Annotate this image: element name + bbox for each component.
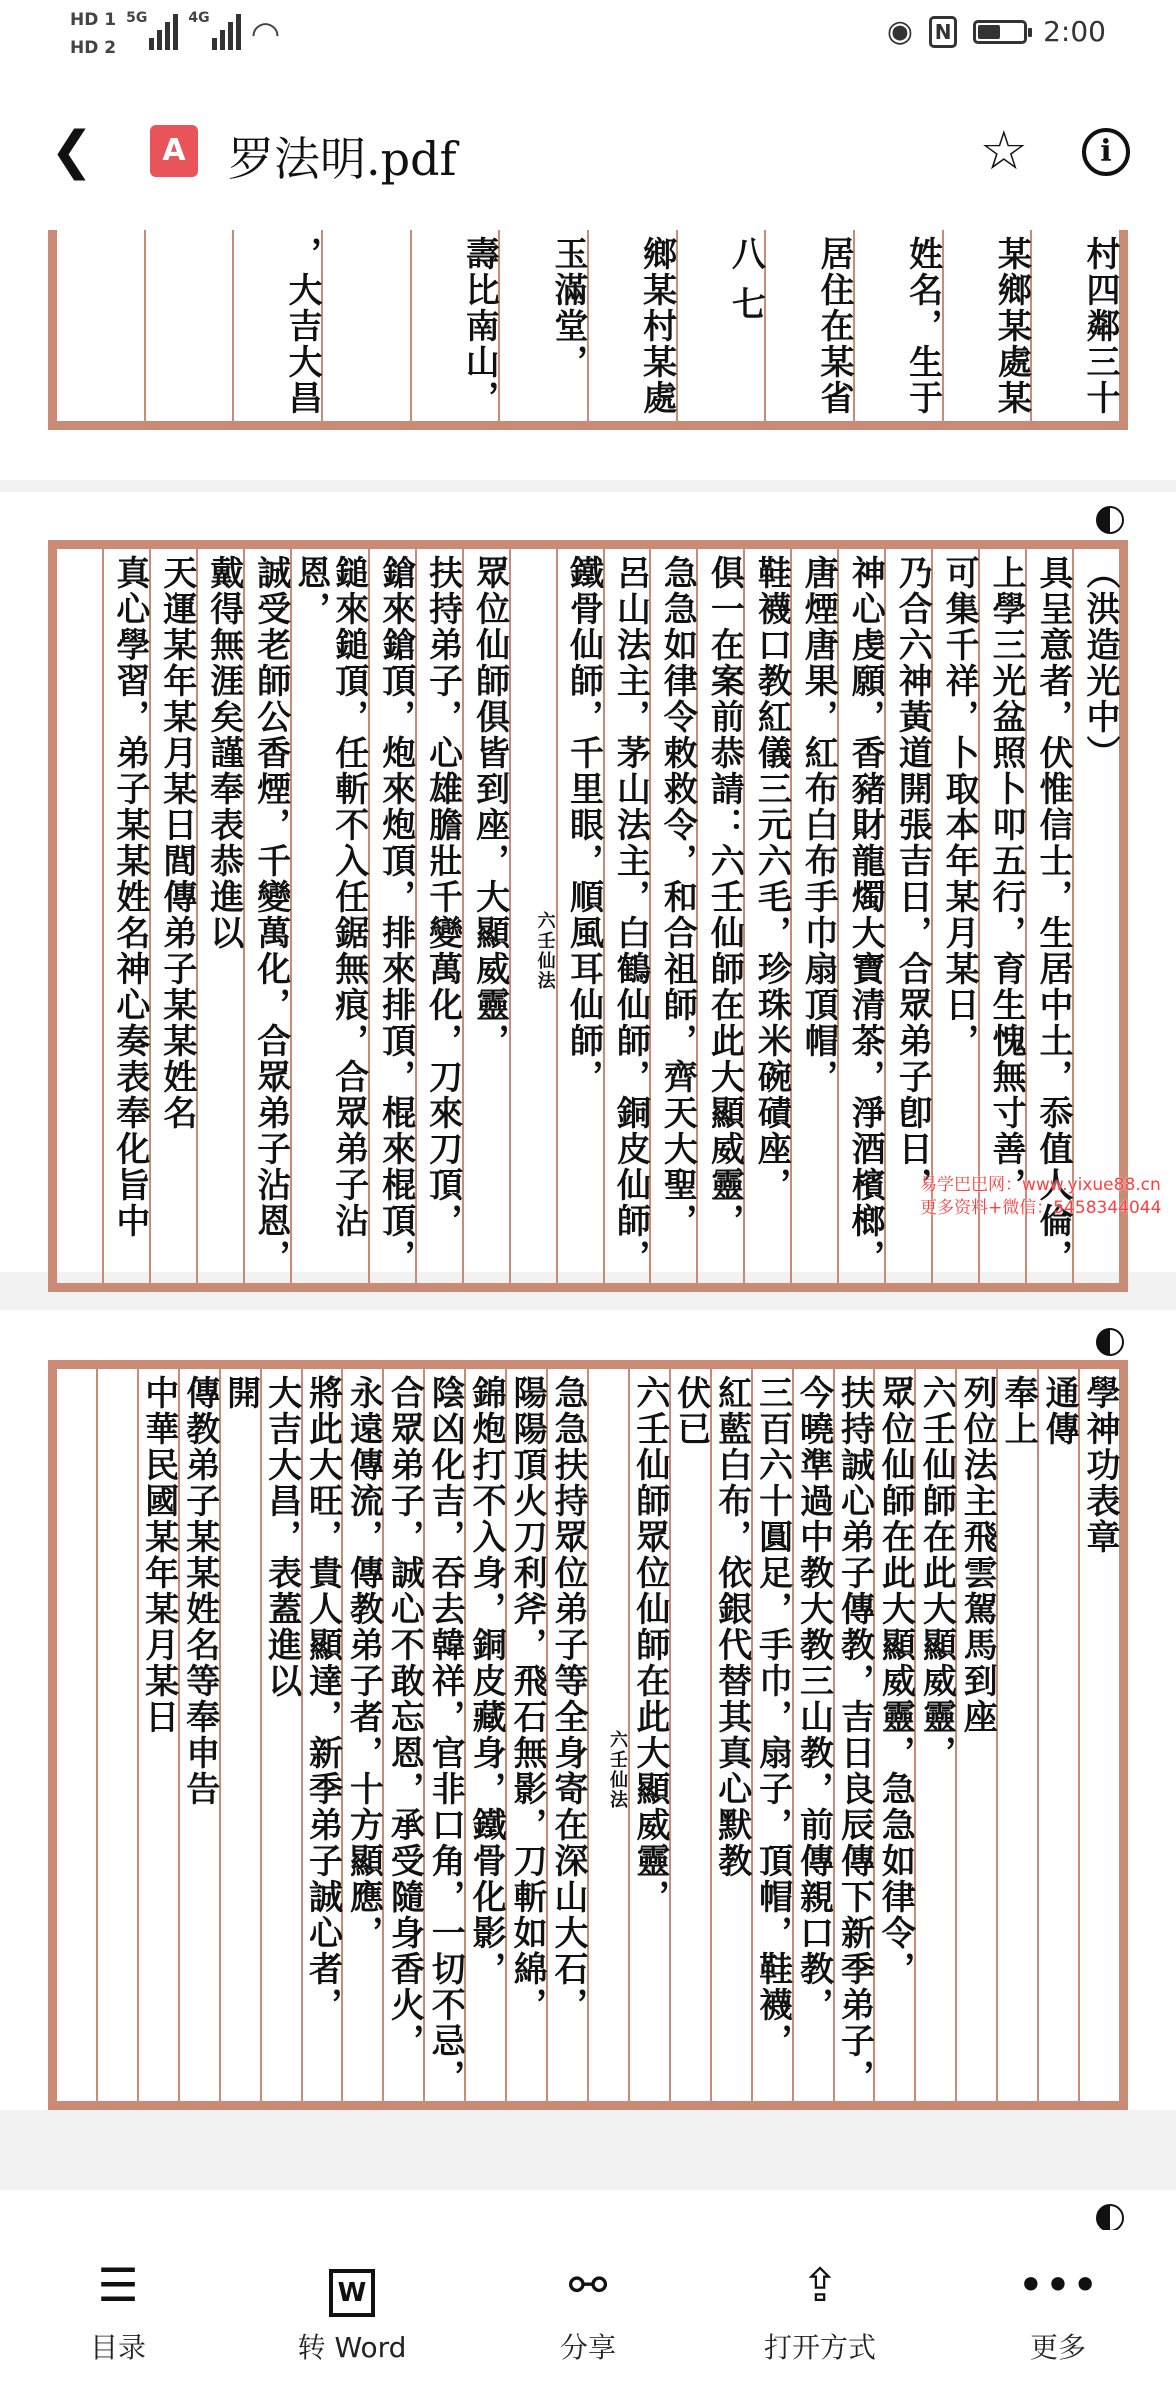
pdf-file-icon: A bbox=[150, 125, 198, 177]
share-label: 分享 bbox=[559, 2331, 616, 2364]
pdf-viewer[interactable] bbox=[0, 230, 1176, 2230]
text-column: 陽陽頂火刀利斧，飛石無影，刀斬如綿， bbox=[505, 1369, 546, 2101]
text-column: 真心學習，弟子某某姓名神心奏表奉化旨中 bbox=[102, 549, 149, 1283]
toc-label: 目录 bbox=[89, 2331, 146, 2364]
status-bar bbox=[0, 0, 1176, 75]
bottom-toolbar bbox=[0, 2230, 1176, 2400]
text-column: 神心虔願，香豬財龍燭大寶清茶，淨酒檳榔， bbox=[837, 549, 884, 1283]
info-icon[interactable]: i bbox=[1082, 128, 1130, 176]
taiji-icon bbox=[1096, 1328, 1124, 1356]
text-column: 誠受老師公香煙，千變萬化，合眾弟子沾恩， bbox=[243, 549, 290, 1283]
text-column: 通傳 bbox=[1037, 1369, 1078, 2101]
open-with-icon: ⇪ bbox=[800, 2258, 840, 2312]
watermark-line-1: 易学巴巴网：www.yixue88.cn bbox=[920, 1175, 1161, 1195]
pdf-page-top bbox=[0, 230, 1176, 480]
text-column: 將此大旺，貴人顯達，新季弟子誠心者， bbox=[301, 1369, 342, 2101]
text-column: 乃合六神黃道開張吉日，合眾弟子卽日， bbox=[884, 549, 931, 1283]
text-column: 眾位仙師在此大顯威靈，急急如律令， bbox=[873, 1369, 914, 2101]
text-column: 鐵骨仙師，千里眼，順風耳仙師， bbox=[556, 549, 603, 1283]
clock: 2:00 bbox=[1043, 15, 1106, 48]
share-icon: ⚯ bbox=[568, 2258, 608, 2312]
text-column: 居住在某省 bbox=[764, 230, 853, 421]
page-frame bbox=[48, 1360, 1128, 2110]
status-right bbox=[887, 14, 1106, 49]
text-column bbox=[57, 230, 144, 421]
text-column bbox=[57, 549, 102, 1283]
text-column: 伏已 bbox=[669, 1369, 710, 2101]
text-column: 開 bbox=[219, 1369, 260, 2101]
battery-level bbox=[978, 25, 1000, 39]
hd2-label: HD 2 bbox=[70, 38, 117, 58]
text-column: 今曉準過中教大教三山教，前傳親口教， bbox=[792, 1369, 833, 2101]
back-icon[interactable]: ❮ bbox=[50, 121, 94, 181]
text-column: 戴得無涯矣謹奉表恭進以 bbox=[196, 549, 243, 1283]
text-column: 六壬仙法 bbox=[587, 1369, 628, 2101]
text-column: 扶持誠心弟子傳教，吉日良辰傳下新季弟子， bbox=[833, 1369, 874, 2101]
convert-word-label: 转 Word bbox=[297, 2331, 407, 2364]
text-column: 合眾弟子，誠心不敢忘恩，承受隨身香火， bbox=[382, 1369, 423, 2101]
pdf-page-11 bbox=[0, 1310, 1176, 2110]
file-name: 罗法明.pdf bbox=[228, 132, 457, 186]
eye-icon: ◉ bbox=[886, 14, 914, 49]
text-column: 壽比南山， bbox=[410, 230, 499, 421]
text-column: 姓名，生于 bbox=[853, 230, 942, 421]
title-bar bbox=[0, 75, 1176, 230]
text-column: 上學三光盆照卜叩五行，育生愧無寸善， bbox=[978, 549, 1025, 1283]
text-column: 村四鄰三十 bbox=[1030, 230, 1119, 421]
text-column: 八 七 bbox=[676, 230, 765, 421]
taiji-icon bbox=[1096, 506, 1124, 534]
text-column: 呂山法主，茅山法主，白鶴仙師，銅皮仙師， bbox=[603, 549, 650, 1283]
text-column bbox=[144, 230, 233, 421]
text-column: 唐煙唐果，紅布白布手巾扇頂帽， bbox=[790, 549, 837, 1283]
text-column: 眾位仙師俱皆到座，大顯威靈， bbox=[462, 549, 509, 1283]
text-column: 六壬仙師眾位仙師在此大顯威靈， bbox=[628, 1369, 669, 2101]
hd1-label: HD 1 bbox=[70, 10, 117, 30]
text-column: 中華民國某年某月某日 bbox=[137, 1369, 178, 2101]
text-column: 錦炮打不入身，銅皮藏身，鐵骨化影， bbox=[464, 1369, 505, 2101]
page-frame bbox=[48, 230, 1128, 430]
signal-5g-label: 5G bbox=[126, 10, 148, 26]
signal-4g-label: 4G bbox=[188, 10, 210, 26]
text-column bbox=[57, 1369, 96, 2101]
watermark-line-2: 更多资料+微信：5458344044 bbox=[920, 1198, 1162, 1218]
text-column: 三百六十圓足，手巾，扇子，頂帽，鞋襪， bbox=[751, 1369, 792, 2101]
share-button[interactable] bbox=[478, 2230, 698, 2366]
text-column: 六壬仙法 bbox=[509, 549, 556, 1283]
more-button[interactable] bbox=[948, 2230, 1168, 2366]
open-with-button[interactable] bbox=[710, 2230, 930, 2366]
text-column: 傳教弟子某某姓名等奉申告 bbox=[178, 1369, 219, 2101]
taiji-icon bbox=[1096, 2204, 1124, 2232]
nfc-icon: N bbox=[929, 16, 957, 48]
signal-5g-icon bbox=[126, 10, 178, 50]
text-column: 永遠傳流，傳教弟子者，十方顯應， bbox=[341, 1369, 382, 2101]
text-column: （洪造光中） bbox=[1072, 549, 1119, 1283]
open-with-label: 打开方式 bbox=[763, 2331, 876, 2364]
text-column: 玉滿堂， bbox=[498, 230, 587, 421]
text-column: 大吉大昌，表蓋進以 bbox=[260, 1369, 301, 2101]
text-column: 可集千祥，卜取本年某月某日， bbox=[931, 549, 978, 1283]
favorite-star-icon[interactable]: ☆ bbox=[979, 119, 1028, 182]
more-icon: ••• bbox=[1017, 2258, 1099, 2312]
word-icon: W bbox=[242, 2230, 462, 2330]
hd-indicators bbox=[70, 10, 116, 58]
text-column: 陰凶化吉，吞去韓祥，官非口角，一切不忌， bbox=[423, 1369, 464, 2101]
text-column: 學神功表章 bbox=[1078, 1369, 1119, 2101]
text-column: 列位法主飛雲駕馬到座 bbox=[955, 1369, 996, 2101]
text-column bbox=[96, 1369, 137, 2101]
signal-4g-icon bbox=[188, 10, 240, 50]
battery-icon bbox=[973, 20, 1027, 44]
text-column: 奉上 bbox=[996, 1369, 1037, 2101]
text-column: 俱一在案前恭請：六壬仙師在此大顯威靈， bbox=[696, 549, 743, 1283]
text-column: 急急扶持眾位弟子等全身寄在深山大石， bbox=[546, 1369, 587, 2101]
text-column: 六壬仙師在此大顯威靈， bbox=[914, 1369, 955, 2101]
text-column: 某鄉某處某 bbox=[942, 230, 1031, 421]
text-column bbox=[321, 230, 410, 421]
status-left bbox=[70, 10, 280, 58]
text-column: 急急如律令敕救令，和合祖師，齊天大聖， bbox=[649, 549, 696, 1283]
text-column: ，大吉大昌 bbox=[232, 230, 321, 421]
watermark bbox=[920, 1174, 1161, 1220]
text-column: 鄉某村某處 bbox=[587, 230, 676, 421]
text-column: 鎗來鎗頂，炮來炮頂，排來排頂，棍來棍頂， bbox=[368, 549, 415, 1283]
text-column: 具呈意者，伏惟信士，生居中土，忝值人倫， bbox=[1025, 549, 1072, 1283]
more-label: 更多 bbox=[1029, 2331, 1086, 2364]
pdf-page-19 bbox=[0, 492, 1176, 1275]
text-column: 鞋襪口教紅儀三元六毛，珍珠米碗磧座， bbox=[743, 549, 790, 1283]
text-column: 鎚來鎚頂，任斬不入任鋸無痕，合眾弟子沾恩， bbox=[290, 549, 368, 1283]
text-column: 扶持弟子，心雄膽壯千變萬化，刀來刀頂， bbox=[415, 549, 462, 1283]
text-column: 紅藍白布，依銀代替其真心默教 bbox=[710, 1369, 751, 2101]
convert-word-button[interactable] bbox=[242, 2230, 462, 2366]
toc-button[interactable] bbox=[8, 2230, 228, 2366]
wifi-icon: ◠ bbox=[250, 14, 281, 54]
text-column: 天運某年某月某日閭傳弟子某某姓名 bbox=[149, 549, 196, 1283]
list-icon: ☰ bbox=[97, 2258, 139, 2312]
